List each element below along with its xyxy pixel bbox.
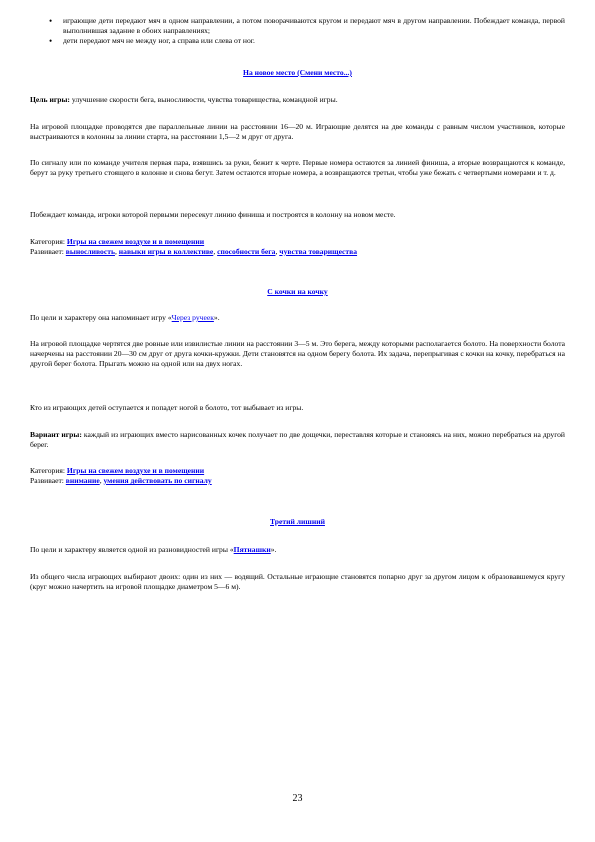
paragraph: Побеждает команда, игроки которой первыми пересекут линию финиша и построятся в колонну на новом месте. [30,210,396,219]
game1-paragraph-3 [30,210,565,220]
game2-paragraph-1 [30,339,565,369]
section-title-game2[interactable]: С кочки на кочку [267,287,328,296]
develops-label: Развивает: [30,247,66,256]
game2-paragraph-2 [30,403,565,413]
develops-link[interactable]: умения действовать по сигналу [103,476,212,485]
intro-text: ». [270,545,277,554]
game3-paragraph-1 [30,572,565,592]
paragraph: По сигналу или по команде учителя первая пара, взявшись за руки, бежит к черте. Первые номера остаются за линией финиша, а вторые возвращаются к команде, берут за руку третьего стоящего в колонне и снова бегут. Затем остаются вторые номера, а возвращаются третьи, чтобы уже бежать с четвертыми номерами и т. д. [30,158,565,177]
game2-intro [30,313,565,323]
game-link[interactable]: Пятнашки [233,545,271,554]
game1-paragraph-2 [30,158,565,178]
variant-text: каждый из играющих вместо нарисованных кочек получает по две дощечки, переставляя которые и становясь на них, можно перебраться на другой берег. [30,430,565,449]
game1-meta: Категория: Игры на свежем воздухе и в помещении Развивает: выносливость, навыки игры в коллективе, способности бега, чувства товарищества [30,237,358,256]
goal-text: улучшение скорости бега, выносливости, чувства товарищества, командной игры. [69,95,338,104]
list-item: • играющие дети передают мяч в одном направлении, а потом поворачиваются кругом и передают мяч в другом направлении. Побеждает команда, первой выполнившая задание в обоих направлениях; [63,16,565,36]
intro-text: ». [213,313,220,322]
bullet-list [30,16,565,46]
goal-label: Цель игры: [30,95,70,104]
paragraph: Кто из играющих детей оступается и попадет ногой в болото, тот выбывает из игры. [30,403,304,412]
variant-label: Вариант игры: [30,430,82,439]
game3-intro [30,545,565,555]
category-label: Категория: [30,466,67,475]
game1-goal [30,95,565,105]
section-title-game1[interactable]: На новое место (Смени место...) [243,68,352,77]
category-link[interactable]: Игры на свежем воздухе и в помещении [66,466,205,475]
develops-link[interactable]: способности бега [217,247,276,256]
game1-paragraph-1 [30,122,565,142]
develops-label: Развивает: [30,476,66,485]
page-number: 23 [292,793,303,804]
intro-text: По цели и характеру является одной из разновидностей игры « [30,545,234,554]
paragraph: На игровой площадке проводятся две параллельные линии на расстоянии 16—20 м. Играющие делятся на две команды с равным числом участников, которые выстраиваются в колонны за линии старта, на расстоянии 1,5—2 м друг от друга. [30,122,565,141]
develops-link[interactable]: выносливость [65,247,115,256]
category-label: Категория: [30,237,67,246]
develops-link[interactable]: навыки игры в коллективе [118,247,214,256]
bullet-list-block [30,16,565,46]
game2-meta: Категория: Игры на свежем воздухе и в помещении Развивает: внимание, умения действовать по сигналу [30,466,212,485]
list-item: • дети передают мяч не между ног, а справа или слева от ног. [63,36,565,46]
paragraph: Из общего числа играющих выбирают двоих: один из них — водящий. Остальные играющие становятся попарно друг за другом лицом к образовавшемуся кругу (круг можно начертить на игровой площадке диаметром 5—6 м). [30,572,565,591]
game2-variant [30,430,565,450]
section-title-game3[interactable]: Третий лишний [270,517,325,526]
develops-link[interactable]: внимание [65,476,100,485]
paragraph: На игровой площадке чертятся две ровные или извилистые линии на расстоянии 3—5 м. Это берега, между которыми располагается болото. На поверхности болота начерчены на расстоянии 20—30 см друг от друга кочки-кружки. Дети становятся на одном берегу болота. Их задача, перепрыгивая с кочки на кочку, перебраться на другой берег болота. Прыгать можно на одной или на двух ногах. [30,339,565,368]
game-link[interactable]: Через ручеек [171,313,214,322]
develops-link[interactable]: чувства товарищества [279,247,358,256]
category-link[interactable]: Игры на свежем воздухе и в помещении [66,237,205,246]
intro-text: По цели и характеру она напоминает игру « [30,313,172,322]
